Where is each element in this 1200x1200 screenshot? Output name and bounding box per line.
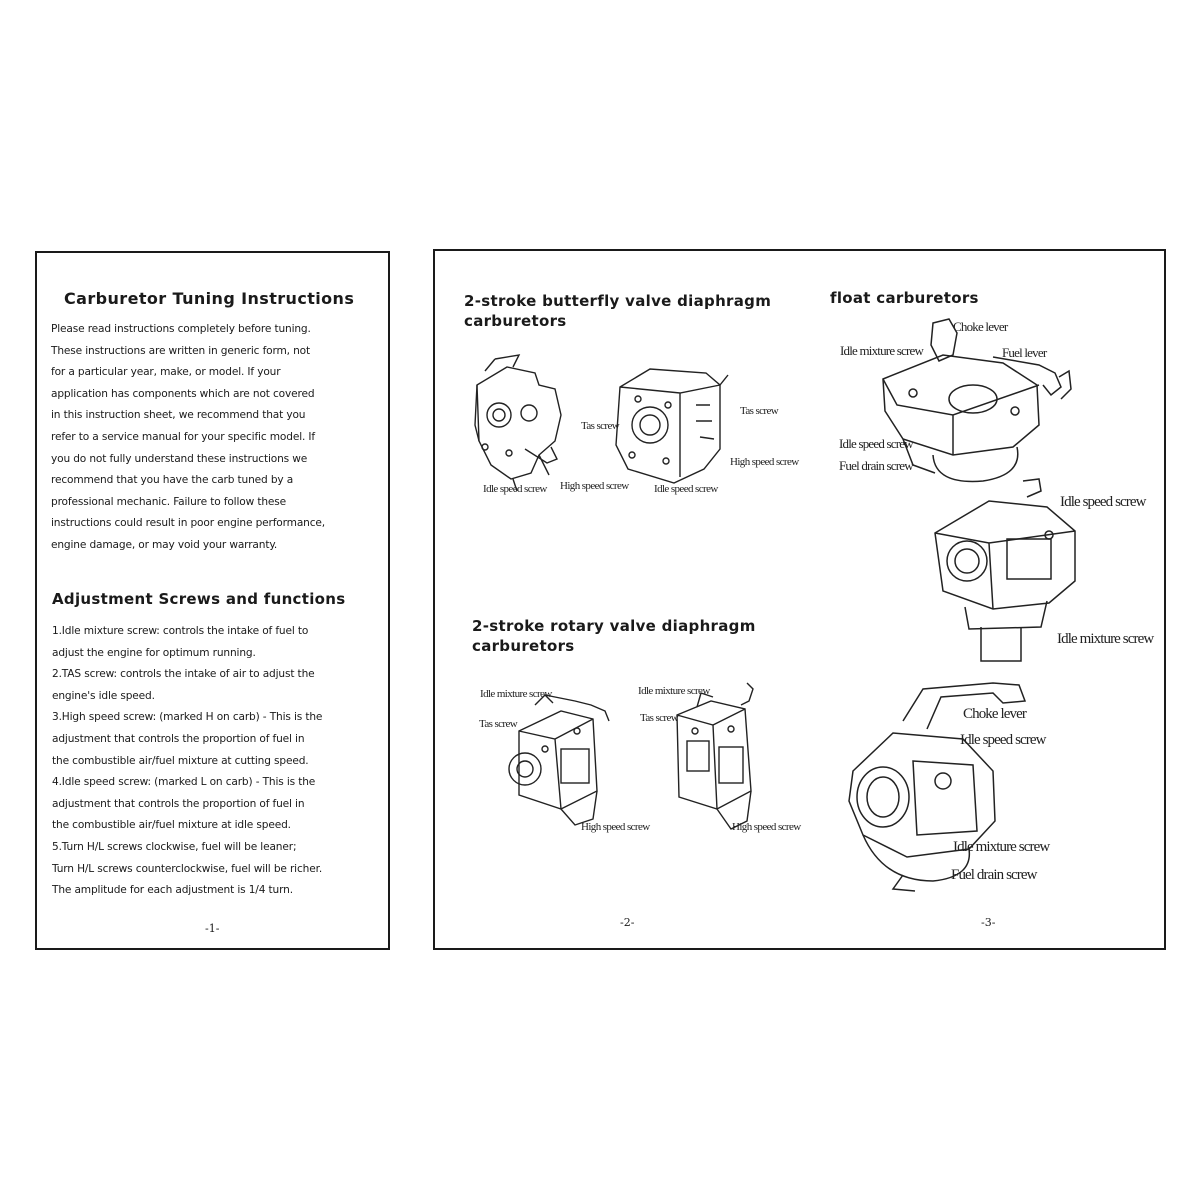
label-idle-speed-screw-2: Idle speed screw xyxy=(1060,494,1146,510)
label-idle-mixture-screw-a: Idle mixture screw xyxy=(480,688,552,700)
page-1-panel xyxy=(35,251,390,950)
label-tas-screw-a: Tas screw xyxy=(581,420,620,432)
label-tas-screw-rotary-a: Tas screw xyxy=(479,718,518,730)
butterfly-carb-diagram-b xyxy=(610,365,730,487)
page-2-3-panel xyxy=(433,249,1166,950)
label-idle-mixture-screw-3: Idle mixture screw xyxy=(953,839,1050,855)
section-title: Adjustment Screws and functions xyxy=(52,590,346,608)
page-number-1: -1- xyxy=(205,922,220,935)
rotary-carb-diagram-a xyxy=(505,691,617,837)
label-choke-lever-3: Choke lever xyxy=(963,706,1026,722)
label-choke-lever-1: Choke lever xyxy=(953,319,1008,334)
rotary-carb-diagram-b xyxy=(661,681,767,841)
rotary-title: 2-stroke rotary valve diaphragm carburetors xyxy=(472,617,756,655)
label-fuel-lever-1: Fuel lever xyxy=(1002,345,1047,360)
label-idle-speed-screw-a: Idle speed screw xyxy=(483,483,547,495)
intro-paragraph: Please read instructions completely before tuning. These instructions are written in generic form, not for a particular year, make, or model. If your application has components which are not covered in this instruction sheet, we recommend that you refer to a service manual for your specific model. If you do not fully understand these instructions we recommend that you have the carb tuned by a professional mechanic. Failure to follow these instructions could result in poor engine performance, engine damage, or may void your warranty. xyxy=(51,323,325,551)
label-idle-mixture-screw-1: Idle mixture screw xyxy=(840,343,924,358)
page-number-3: -3- xyxy=(981,916,996,929)
label-fuel-drain-screw-1: Fuel drain screw xyxy=(839,458,913,473)
label-high-speed-screw-rotary-b: High speed screw xyxy=(732,821,801,833)
float-title: float carburetors xyxy=(830,289,979,307)
label-fuel-drain-screw-3: Fuel drain screw xyxy=(951,867,1037,883)
label-idle-mixture-screw-b: Idle mixture screw xyxy=(638,685,710,697)
label-idle-speed-screw-3: Idle speed screw xyxy=(960,732,1046,748)
label-high-speed-screw-rotary-a: High speed screw xyxy=(581,821,650,833)
label-high-speed-screw-a: High speed screw xyxy=(560,480,629,492)
label-tas-screw-b: Tas screw xyxy=(740,405,779,417)
label-idle-speed-screw-1: Idle speed screw xyxy=(839,436,913,451)
label-idle-speed-screw-b: Idle speed screw xyxy=(654,483,718,495)
label-idle-mixture-screw-2: Idle mixture screw xyxy=(1057,631,1154,647)
butterfly-title: 2-stroke butterfly valve diaphragm carburetors xyxy=(464,292,772,330)
label-tas-screw-rotary-b: Tas screw xyxy=(640,712,679,724)
functions-list: 1.Idle mixture screw: controls the intake of fuel to adjust the engine for optimum running. 2.TAS screw: controls the intake of air to adjust the engine's idle speed. 3.High speed screw: (marked H on carb) - This is the adjustment that controls the proportion of fuel in the combustible air/fuel mixture at cutting speed. 4.Idle speed screw: (marked L on carb) - This is the adjustment that controls the proportion of fuel in the combustible air/fuel mixture at idle speed. 5.Turn H/L screws clockwise, fuel will be leaner; Turn H/L screws counterclockwise, fuel will be richer. The amplitude for each adjustment is 1/4 turn. xyxy=(52,625,323,897)
butterfly-carb-diagram-a xyxy=(469,355,581,495)
label-high-speed-screw-b: High speed screw xyxy=(730,456,799,468)
page-1-title: Carburetor Tuning Instructions xyxy=(64,289,355,308)
page-number-2: -2- xyxy=(620,916,635,929)
